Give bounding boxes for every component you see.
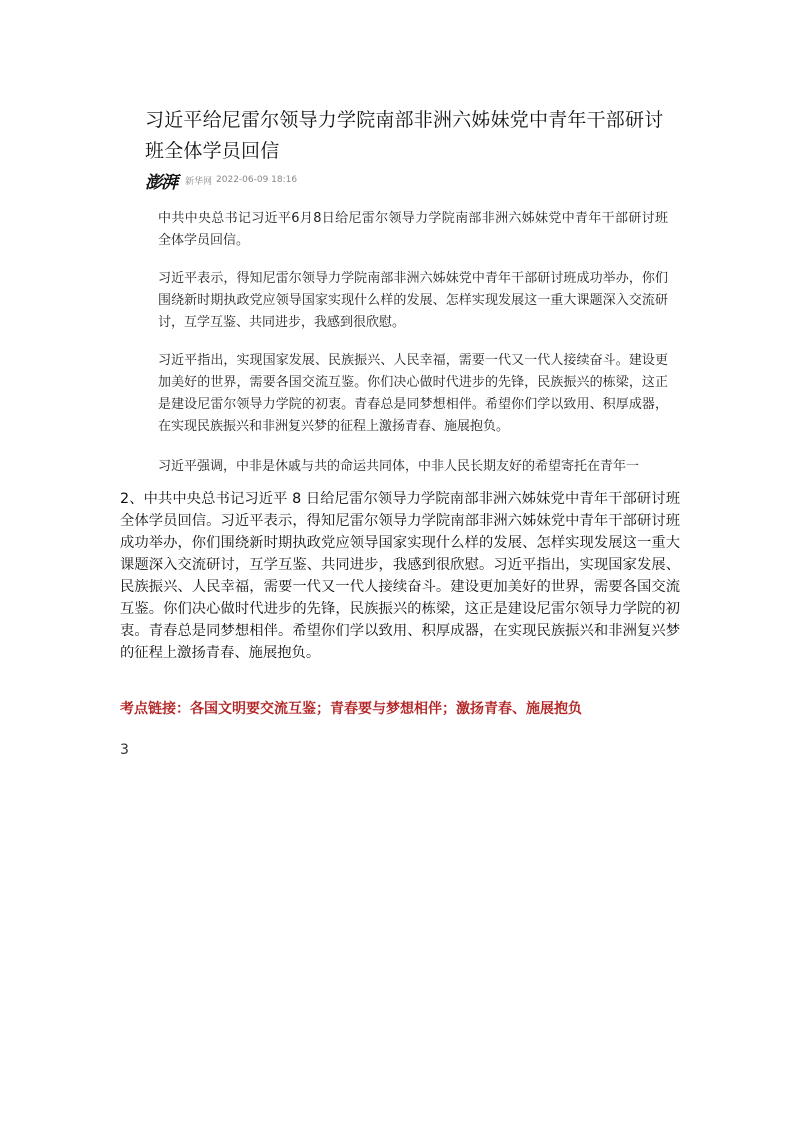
article-title: 习近平给尼雷尔领导力学院南部非洲六姊妹党中青年干部研讨班全体学员回信 — [145, 109, 664, 162]
article-source: 新华网 — [185, 176, 213, 187]
summary-paragraph: 2、中共中央总书记习近平 8 日给尼雷尔领导力学院南部非洲六姊妹党中青年干部研讨班全体学员回信。习近平表示，得知尼雷尔领导力学院南部非洲六姊妹党中青年干部研讨班成功举办，你们围绕新时期执政党应领导国家实现什么样的发展、怎样实现发展这一重大课题深入交流研讨，互学互鉴、共同进步，我感到很欣慰。习近平指出，实现国家发展、民族振兴、人民幸福，需要一代又一代人接续奋斗。建设更加美好的世界，需要各国交流互鉴。你们决心做时代进步的先锋，民族振兴的栋梁，这正是建设尼雷尔领导力学院的初衷。青春总是同梦想相伴。希望你们学以致用、积厚成器，在实现民族振兴和非洲复兴梦的征程上激扬青春、施展抱负。 — [120, 491, 680, 661]
article-date: 2022-06-09 18:16 — [216, 175, 298, 185]
page-number: 3 — [120, 742, 129, 758]
article-meta — [145, 169, 665, 191]
keypoint-link: 考点链接：各国文明要交流互鉴；青春要与梦想相伴；激扬青春、施展抱负 — [120, 701, 582, 717]
news-article-screenshot — [145, 105, 665, 191]
article-paragraph: 习近平表示，得知尼雷尔领导力学院南部非洲六姊妹党中青年干部研讨班成功举办，你们围绕新时期执政党应领导国家实现什么样的发展、怎样实现发展这一重大课题深入交流研讨，互学互鉴、共同进步，我感到很欣慰。 — [158, 271, 668, 330]
article-paragraph: 中共中央总书记习近平6月8日给尼雷尔领导力学院南部非洲六姊妹党中青年干部研讨班全体学员回信。 — [158, 211, 668, 248]
article-paragraph: 习近平强调，中非是休戚与共的命运共同体，中非人民长期友好的希望寄托在青年一 — [158, 459, 640, 474]
publisher-logo: 澎湃 — [145, 172, 177, 193]
article-paragraph: 习近平指出，实现国家发展、民族振兴、人民幸福，需要一代又一代人接续奋斗。建设更加美好的世界，需要各国交流互鉴。你们决心做时代进步的先锋，民族振兴的栋梁，这正是建设尼雷尔领导力学院的初衷。青春总是同梦想相伴。希望你们学以致用、积厚成器，在实现民族振兴和非洲复兴梦的征程上激扬青春、施展抱负。 — [158, 353, 668, 434]
